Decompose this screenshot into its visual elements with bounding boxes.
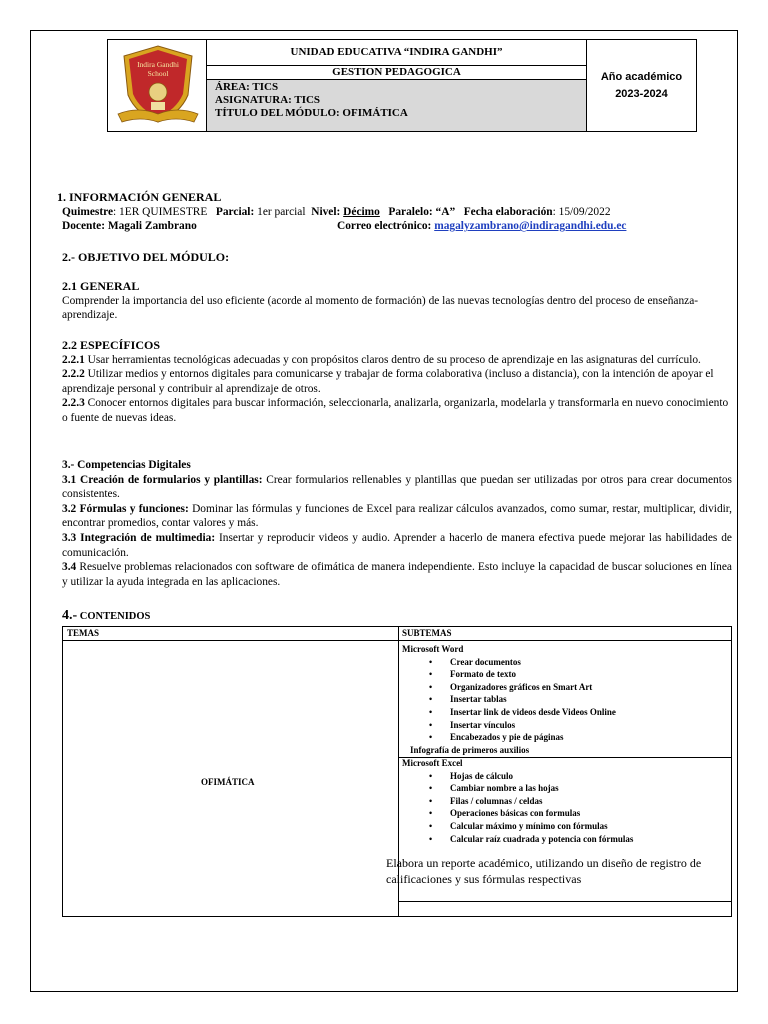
list-item: • Insertar link de videos desde Videos Online bbox=[450, 706, 616, 719]
competencia-item: 3.3 Integración de multimedia: Insertar y reproducir videos y audio. Aprender a hacerlo de manera efectiva puede mejorar las habilidades de comunicación. bbox=[62, 531, 732, 559]
list-item: • Insertar vínculos bbox=[450, 719, 616, 732]
especifico-item: 2.2.1 Usar herramientas tecnológicas adecuadas y con propósitos claros dentro de su proceso de aprendizaje en las asignaturas del currículo. bbox=[62, 353, 701, 366]
objetivo-general: 2.1 GENERAL Comprender la importancia del uso eficiente (acorde al momento de formación) de las nuevas tecnologías dentro del proceso de enseñanza-aprendizaje. bbox=[62, 279, 732, 323]
academic-year bbox=[587, 40, 696, 131]
logo-text-line2: School bbox=[147, 69, 169, 78]
area-line: ÁREA: TICS bbox=[215, 81, 279, 93]
school-name: UNIDAD EDUCATIVA “INDIRA GANDHI” bbox=[207, 40, 586, 66]
subject-line: ASIGNATURA: TICS bbox=[215, 94, 321, 106]
objetivo-heading: 2.- OBJETIVO DEL MÓDULO: bbox=[62, 250, 230, 264]
word-block bbox=[402, 643, 616, 756]
general-info bbox=[57, 190, 727, 234]
word-title: Microsoft Word bbox=[402, 644, 464, 654]
list-item: • Encabezados y pie de páginas bbox=[450, 731, 616, 744]
col-subtemas: SUBTEMAS bbox=[402, 628, 452, 638]
competencia-item: 3.1 Creación de formularios y plantillas: Crear formularios rellenables y plantillas que puedan ser utilizadas por otros para crear documentos consistentes. bbox=[62, 473, 732, 501]
tema-ofimatica: OFIMÁTICA bbox=[201, 777, 255, 787]
excel-block bbox=[402, 757, 633, 845]
list-item: • Crear documentos bbox=[450, 656, 616, 669]
excel-list bbox=[402, 770, 633, 846]
list-item: • Organizadores gráficos en Smart Art bbox=[450, 681, 616, 694]
competencia-item: 3.2 Fórmulas y funciones: Dominar las fórmulas y funciones de Excel para realizar cálculos avanzados, como sumar, restar, multiplicar, dividir, encontrar promedios, contar valores y más. bbox=[62, 502, 732, 530]
logo-cell bbox=[108, 40, 207, 131]
general-line-2: Docente: Magali Zambrano Correo electrónico: magalyzambrano@indiragandhi.edu.ec bbox=[62, 220, 627, 233]
header-middle bbox=[207, 40, 587, 131]
list-item: • Cambiar nombre a las hojas bbox=[450, 782, 633, 795]
objetivo-especificos: 2.2 ESPECÍFICOS 2.2.1 Usar herramientas tecnológicas adecuadas y con propósitos claros dentro de su proceso de aprendizaje en las asignaturas del currículo. 2.2.2 Utilizar medios y entornos digitales para comunicarse y trabajar de forma colaborativa (incluso a distancia), con la intención de apoyar el aprendizaje personal y contribuir al aprendizaje de otros. 2.2.3 Conocer entornos digitales para buscar información, seleccionarla, analizarla, organizarla, modelarla y transformarla en nuevo conocimiento o fuente de nuevas ideas. bbox=[62, 338, 732, 426]
competencia-item: 3.4 Resuelve problemas relacionados con software de ofimática de manera independiente. Esto incluye la capacidad de buscar soluciones en línea y utilizar la ayuda integrada en las aplicaciones. bbox=[62, 561, 732, 588]
list-item: • Formato de texto bbox=[450, 668, 616, 681]
col-temas: TEMAS bbox=[67, 628, 100, 638]
list-item: • Operaciones básicas con formulas bbox=[450, 807, 633, 820]
general-line-1: Quimestre: 1ER QUIMESTRE Parcial: 1er parcial Nivel: Décimo Paralelo: “A” Fecha elaboración: 15/09/2022 bbox=[62, 205, 611, 218]
excel-title: Microsoft Excel bbox=[402, 758, 463, 768]
competencias-heading: 3.- Competencias Digitales bbox=[62, 459, 191, 471]
list-item: • Hojas de cálculo bbox=[450, 770, 633, 783]
especifico-item: 2.2.3 Conocer entornos digitales para buscar información, seleccionarla, analizarla, organizarla, modelarla y transformarla en nuevo conocimiento o fuente de nuevas ideas. bbox=[62, 397, 729, 424]
email-link[interactable]: magalyzambrano@indiragandhi.edu.ec bbox=[434, 220, 627, 233]
year-label: Año académico bbox=[600, 71, 683, 83]
list-item: • Insertar tablas bbox=[450, 693, 616, 706]
objetivo-general-text: Comprender la importancia del uso eficiente (acorde al momento de formación) de las nuevas tecnologías dentro del proceso de enseñanza-aprendizaje. bbox=[62, 294, 699, 322]
list-item: • Calcular máximo y mínimo con fórmulas bbox=[450, 820, 633, 833]
general-heading: 1. INFORMACIÓN GENERAL bbox=[57, 190, 222, 204]
module-title-line: TÍTULO DEL MÓDULO: OFIMÁTICA bbox=[215, 107, 408, 119]
list-item: • Filas / columnas / celdas bbox=[450, 795, 633, 808]
year-value: 2023-2024 bbox=[615, 88, 668, 100]
logo-text-line1: Indira Gandhi bbox=[137, 60, 179, 69]
contenidos-heading: 4.- CONTENIDOS bbox=[62, 608, 151, 623]
module-info bbox=[207, 79, 586, 131]
especifico-item: 2.2.2 Utilizar medios y entornos digitales para comunicarse y trabajar de forma colaborativa (incluso a distancia), con la intención de apoyar el aprendizaje personal y contribuir al aprendizaje de otros. bbox=[62, 368, 714, 395]
word-extra: Infografía de primeros auxilios bbox=[410, 744, 530, 755]
word-list bbox=[402, 656, 616, 744]
elabora-text: Elabora un reporte académico, utilizando un diseño de registro de calificaciones y sus fórmulas respectivas bbox=[386, 856, 702, 886]
document-header bbox=[107, 39, 697, 132]
email-group: Correo electrónico: magalyzambrano@indiragandhi.edu.ec bbox=[337, 220, 627, 233]
school-logo bbox=[108, 40, 207, 131]
list-item: • Calcular raíz cuadrada y potencia con fórmulas bbox=[450, 833, 633, 846]
department-name: GESTION PEDAGOGICA bbox=[332, 66, 461, 78]
competencias bbox=[62, 458, 732, 589]
